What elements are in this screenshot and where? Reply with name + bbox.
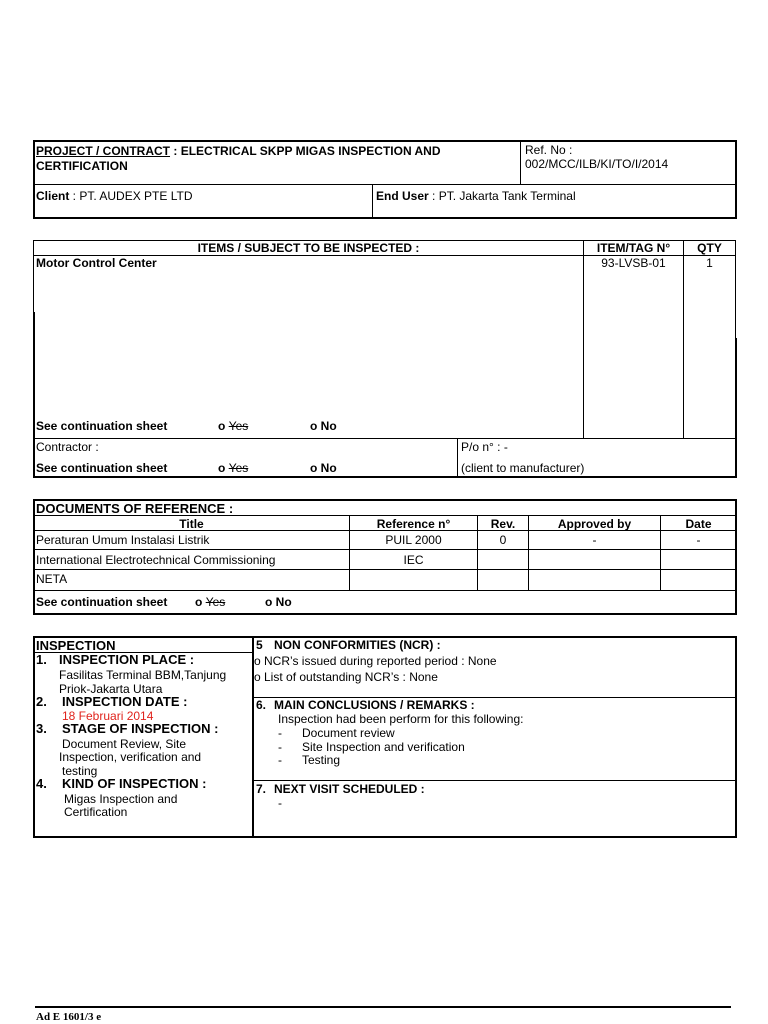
yes-label: Yes: [228, 419, 249, 433]
end-user-label: End User: [376, 189, 429, 203]
kind-line2: Certification: [64, 805, 128, 819]
po-label: P/o n° : -: [461, 440, 508, 454]
project-title-line2: CERTIFICATION: [36, 159, 128, 173]
items-continuation-no: o No: [310, 419, 337, 433]
client-label: Client: [36, 189, 70, 203]
docs-row1-rev: 0: [499, 533, 507, 547]
kind-num: 4.: [36, 776, 47, 791]
project-client-divider: [372, 185, 373, 218]
inspection-date-num: 2.: [36, 694, 47, 709]
yes-bullet: o: [218, 419, 226, 433]
conclusions-bullet-1: -: [278, 726, 282, 740]
items-continuation2-yes: [218, 461, 248, 475]
ref-label: Ref. No :: [525, 143, 573, 157]
docs-col-ref: Reference n°: [376, 517, 451, 531]
items-subject-header: ITEMS / SUBJECT TO BE INSPECTED :: [197, 241, 420, 255]
items-continuation-label: See continuation sheet: [36, 419, 168, 433]
items-po-divider: [457, 438, 458, 476]
ncr-line1: o NCR’s issued during reported period : None: [254, 654, 497, 668]
documents-header: DOCUMENTS OF REFERENCE :: [36, 501, 234, 516]
yes-label: Yes: [228, 461, 249, 475]
docs-row3-title: NETA: [36, 572, 68, 586]
items-qty-header: QTY: [697, 241, 722, 255]
docs-col-date: Date: [685, 517, 712, 531]
conclusions-bullet-3: -: [278, 753, 282, 767]
next-visit-label: NEXT VISIT SCHEDULED :: [274, 782, 425, 796]
client-to-manufacturer: (client to manufacturer): [461, 461, 585, 475]
docs-continuation-yes: [195, 595, 225, 609]
footer-code: Ad E 1601/3 e: [36, 1011, 102, 1023]
stage-line2: Inspection, verification and: [59, 750, 202, 764]
ncr-line2: o List of outstanding NCR’s : None: [254, 670, 438, 684]
items-tag: 93-LVSB-01: [601, 256, 666, 270]
items-tag-header: ITEM/TAG N°: [596, 241, 671, 255]
items-qty: 1: [706, 256, 713, 270]
ncr-label: NON CONFORMITIES (NCR) :: [274, 638, 441, 652]
docs-row1-approved: -: [592, 533, 597, 547]
docs-row2-divider: [34, 569, 736, 570]
kind-line1: Migas Inspection and: [64, 792, 178, 806]
end-user-value: : PT. Jakarta Tank Terminal: [428, 189, 576, 203]
contractor-label: Contractor :: [36, 440, 99, 454]
conclusions-label: MAIN CONCLUSIONS / REMARKS :: [274, 698, 475, 712]
inspection-place-line2: Priok-Jakarta Utara: [59, 682, 163, 696]
project-row-divider: [34, 184, 736, 185]
yes-bullet: o: [218, 461, 226, 475]
inspection-date-value: 18 Februari 2014: [62, 709, 154, 723]
kind-label: KIND OF INSPECTION :: [62, 776, 207, 791]
inspection-date-label: INSPECTION DATE :: [62, 694, 188, 709]
docs-continuation-label: See continuation sheet: [36, 595, 168, 609]
conclusions-divider: [254, 780, 736, 781]
ncr-num: 5: [256, 638, 263, 652]
items-contractor-divider: [33, 438, 736, 439]
docs-col-rev: Rev.: [490, 517, 516, 531]
inspection-place-line1: Fasilitas Terminal BBM,Tanjung: [59, 668, 227, 682]
conclusions-bullet-2: -: [278, 740, 282, 754]
items-left-border-lower: [33, 312, 35, 477]
docs-row3-divider: [34, 590, 736, 591]
next-visit-value: -: [278, 796, 282, 810]
project-label: PROJECT / CONTRACT: [36, 144, 171, 158]
conclusions-item-3: Testing: [302, 753, 341, 767]
inspection-place-label: INSPECTION PLACE :: [59, 652, 195, 667]
project-title: [36, 144, 441, 158]
inspection-header: INSPECTION: [36, 638, 116, 653]
project-title-line1: ELECTRICAL SKPP MIGAS INSPECTION AND: [180, 144, 441, 158]
stage-num: 3.: [36, 721, 47, 736]
stage-label: STAGE OF INSPECTION :: [62, 721, 219, 736]
items-right-border-lower: [735, 338, 737, 477]
end-user-field: [376, 189, 576, 203]
docs-row1-divider: [34, 549, 736, 550]
client-field: [36, 189, 192, 203]
items-bottom-border: [33, 476, 737, 478]
conclusions-intro: Inspection had been perform for this following:: [278, 712, 524, 726]
next-visit-num: 7.: [256, 782, 267, 796]
project-separator: :: [170, 144, 181, 158]
footer-rule: [35, 1006, 731, 1008]
docs-row1-title: Peraturan Umum Instalasi Listrik: [36, 533, 210, 547]
items-continuation2-label: See continuation sheet: [36, 461, 168, 475]
items-continuation2-no: o No: [310, 461, 337, 475]
inspection-place-num: 1.: [36, 652, 47, 667]
project-ref-divider: [520, 141, 521, 184]
docs-continuation-no: o No: [265, 595, 292, 609]
yes-label: Yes: [205, 595, 226, 609]
docs-row2-title: International Electrotechnical Commissioning: [36, 553, 276, 567]
stage-line3: testing: [62, 764, 98, 778]
conclusions-num: 6.: [256, 698, 267, 712]
docs-col-approved: Approved by: [557, 517, 632, 531]
docs-row1-date: -: [696, 533, 701, 547]
docs-row2-ref: IEC: [403, 553, 424, 567]
conclusions-item-2: Site Inspection and verification: [302, 740, 465, 754]
items-subject: Motor Control Center: [36, 256, 157, 270]
conclusions-item-1: Document review: [302, 726, 395, 740]
yes-bullet: o: [195, 595, 203, 609]
stage-line1: Document Review, Site: [62, 737, 187, 751]
items-continuation-yes: [218, 419, 248, 433]
ref-value: 002/MCC/ILB/KI/TO/I/2014: [525, 157, 669, 171]
client-value: : PT. AUDEX PTE LTD: [69, 189, 193, 203]
docs-col-title: Title: [179, 517, 204, 531]
docs-row1-ref: PUIL 2000: [385, 533, 442, 547]
